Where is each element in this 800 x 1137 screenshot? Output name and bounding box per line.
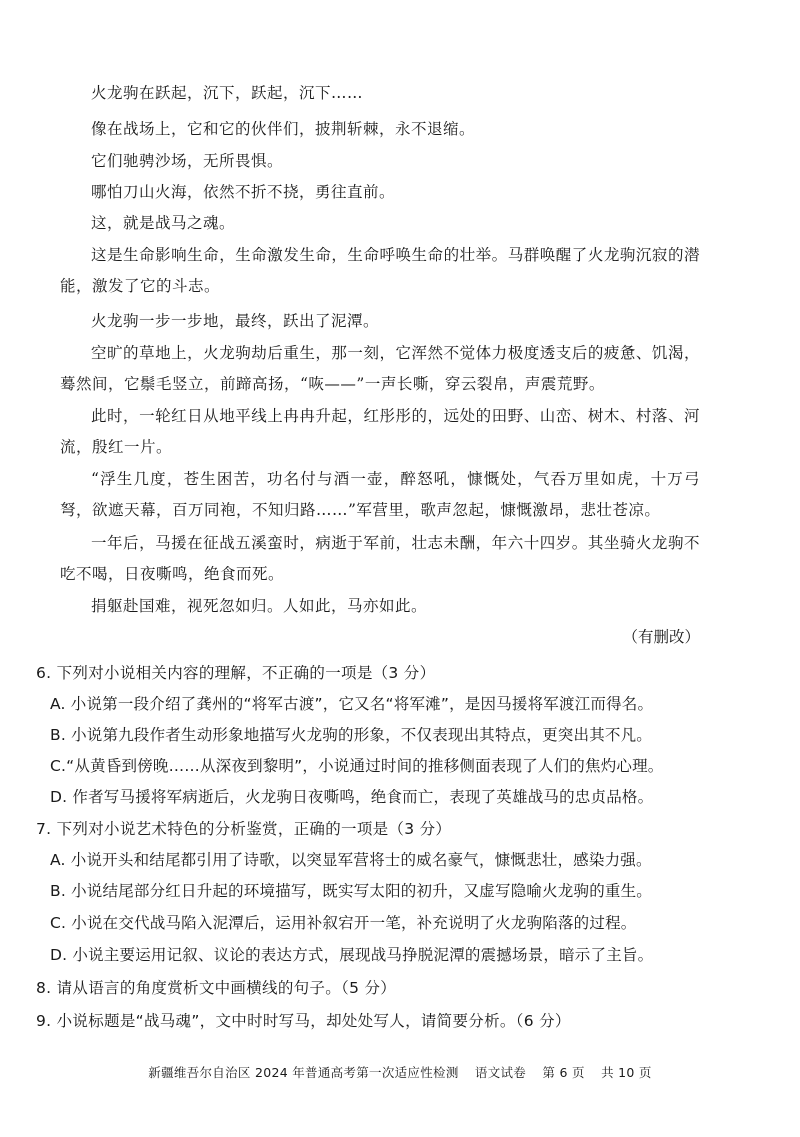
question-9-stem: 9. 小说标题是“战马魂”，文中时时写马，却处处写人，请简要分析。（6 分）	[36, 1012, 571, 1030]
footer-page-total: 共 10 页	[601, 1065, 652, 1080]
passage-paragraph: 这，就是战马之魂。	[91, 214, 236, 232]
footer-subject: 语文试卷	[474, 1065, 527, 1080]
passage-paragraph: 哪怕刀山火海，依然不折不挠，勇往直前。	[91, 183, 396, 201]
question-7-option-b: B. 小说结尾部分红日升起的环境描写，既实写太阳的初升，又虚写隐喻火龙驹的重生。	[50, 882, 652, 900]
question-6-option-d: D. 作者写马援将军病逝后，火龙驹日夜嘶鸣，绝食而亡，表现了英雄战马的忠贞品格。	[50, 788, 654, 806]
passage-paragraph: 空旷的草地上，火龙驹劫后重生，那一刻，它浑然不觉体力极度透支后的疲惫、饥渴，蓦然间，它鬃毛竖立，前蹄高扬，“咴——”一声长嘶，穿云裂帛，声震荒野。	[60, 344, 700, 393]
page-footer	[0, 1064, 800, 1082]
question-6-option-c: C.“从黄昏到傍晚……从深夜到黎明”，小说通过时间的推移侧面表现了人们的焦灼心理。	[50, 757, 664, 775]
passage-paragraph: 此时，一轮红日从地平线上冉冉升起，红彤彤的，远处的田野、山峦、树木、村落、河流，殷红一片。	[60, 407, 700, 456]
question-7-stem: 7. 下列对小说艺术特色的分析鉴赏，正确的一项是（3 分）	[36, 820, 452, 838]
passage-paragraph: 火龙驹在跃起，沉下，跃起，沉下……	[91, 84, 364, 102]
source-note: （有删改）	[622, 628, 700, 646]
passage-paragraph: 火龙驹一步一步地，最终，跃出了泥潭。	[91, 312, 380, 330]
question-6-option-a: A. 小说第一段介绍了龚州的“将军古渡”，它又名“将军滩”，是因马援将军渡江而得名。	[50, 695, 654, 713]
passage-paragraph: 它们驰骋沙场，无所畏惧。	[91, 152, 284, 170]
passage-paragraph: “浮生几度，苍生困苦，功名付与酒一壶，醉怒吼，慷慨处，气吞万里如虎，十万弓弩，欲遮天幕，百万同袍，不知归路……”军营里，歌声忽起，慷慨激昂，悲壮苍凉。	[60, 470, 700, 519]
question-6-option-b: B. 小说第九段作者生动形象地描写火龙驹的形象，不仅表现出其特点，更突出其不凡。	[50, 726, 652, 744]
passage-paragraph: 一年后，马援在征战五溪蛮时，病逝于军前，壮志未酬，年六十四岁。其坐骑火龙驹不吃不喝，日夜嘶鸣，绝食而死。	[60, 534, 700, 583]
footer-page-current: 第 6 页	[542, 1065, 585, 1080]
question-8-stem: 8. 请从语言的角度赏析文中画横线的句子。（5 分）	[36, 979, 397, 997]
question-7-option-c: C. 小说在交代战马陷入泥潭后，运用补叙宕开一笔，补充说明了火龙驹陷落的过程。	[50, 914, 637, 932]
passage-paragraph: 像在战场上，它和它的伙伴们，披荆斩棘，永不退缩。	[91, 120, 476, 138]
passage-paragraph: 这是生命影响生命，生命激发生命，生命呼唤生命的壮举。马群唤醒了火龙驹沉寂的潜能，激发了它的斗志。	[60, 246, 700, 295]
footer-exam-title: 新疆维吾尔自治区 2024 年普通高考第一次适应性检测	[148, 1065, 459, 1080]
passage-paragraph: 捐躯赴国难，视死忽如归。人如此，马亦如此。	[91, 597, 428, 615]
question-6-stem: 6. 下列对小说相关内容的理解，不正确的一项是（3 分）	[36, 664, 436, 682]
question-7-option-d: D. 小说主要运用记叙、议论的表达方式，展现战马挣脱泥潭的震撼场景，暗示了主旨。	[50, 946, 654, 964]
question-7-option-a: A. 小说开头和结尾都引用了诗歌，以突显军营将士的威名豪气，慷慨悲壮，感染力强。	[50, 851, 652, 869]
